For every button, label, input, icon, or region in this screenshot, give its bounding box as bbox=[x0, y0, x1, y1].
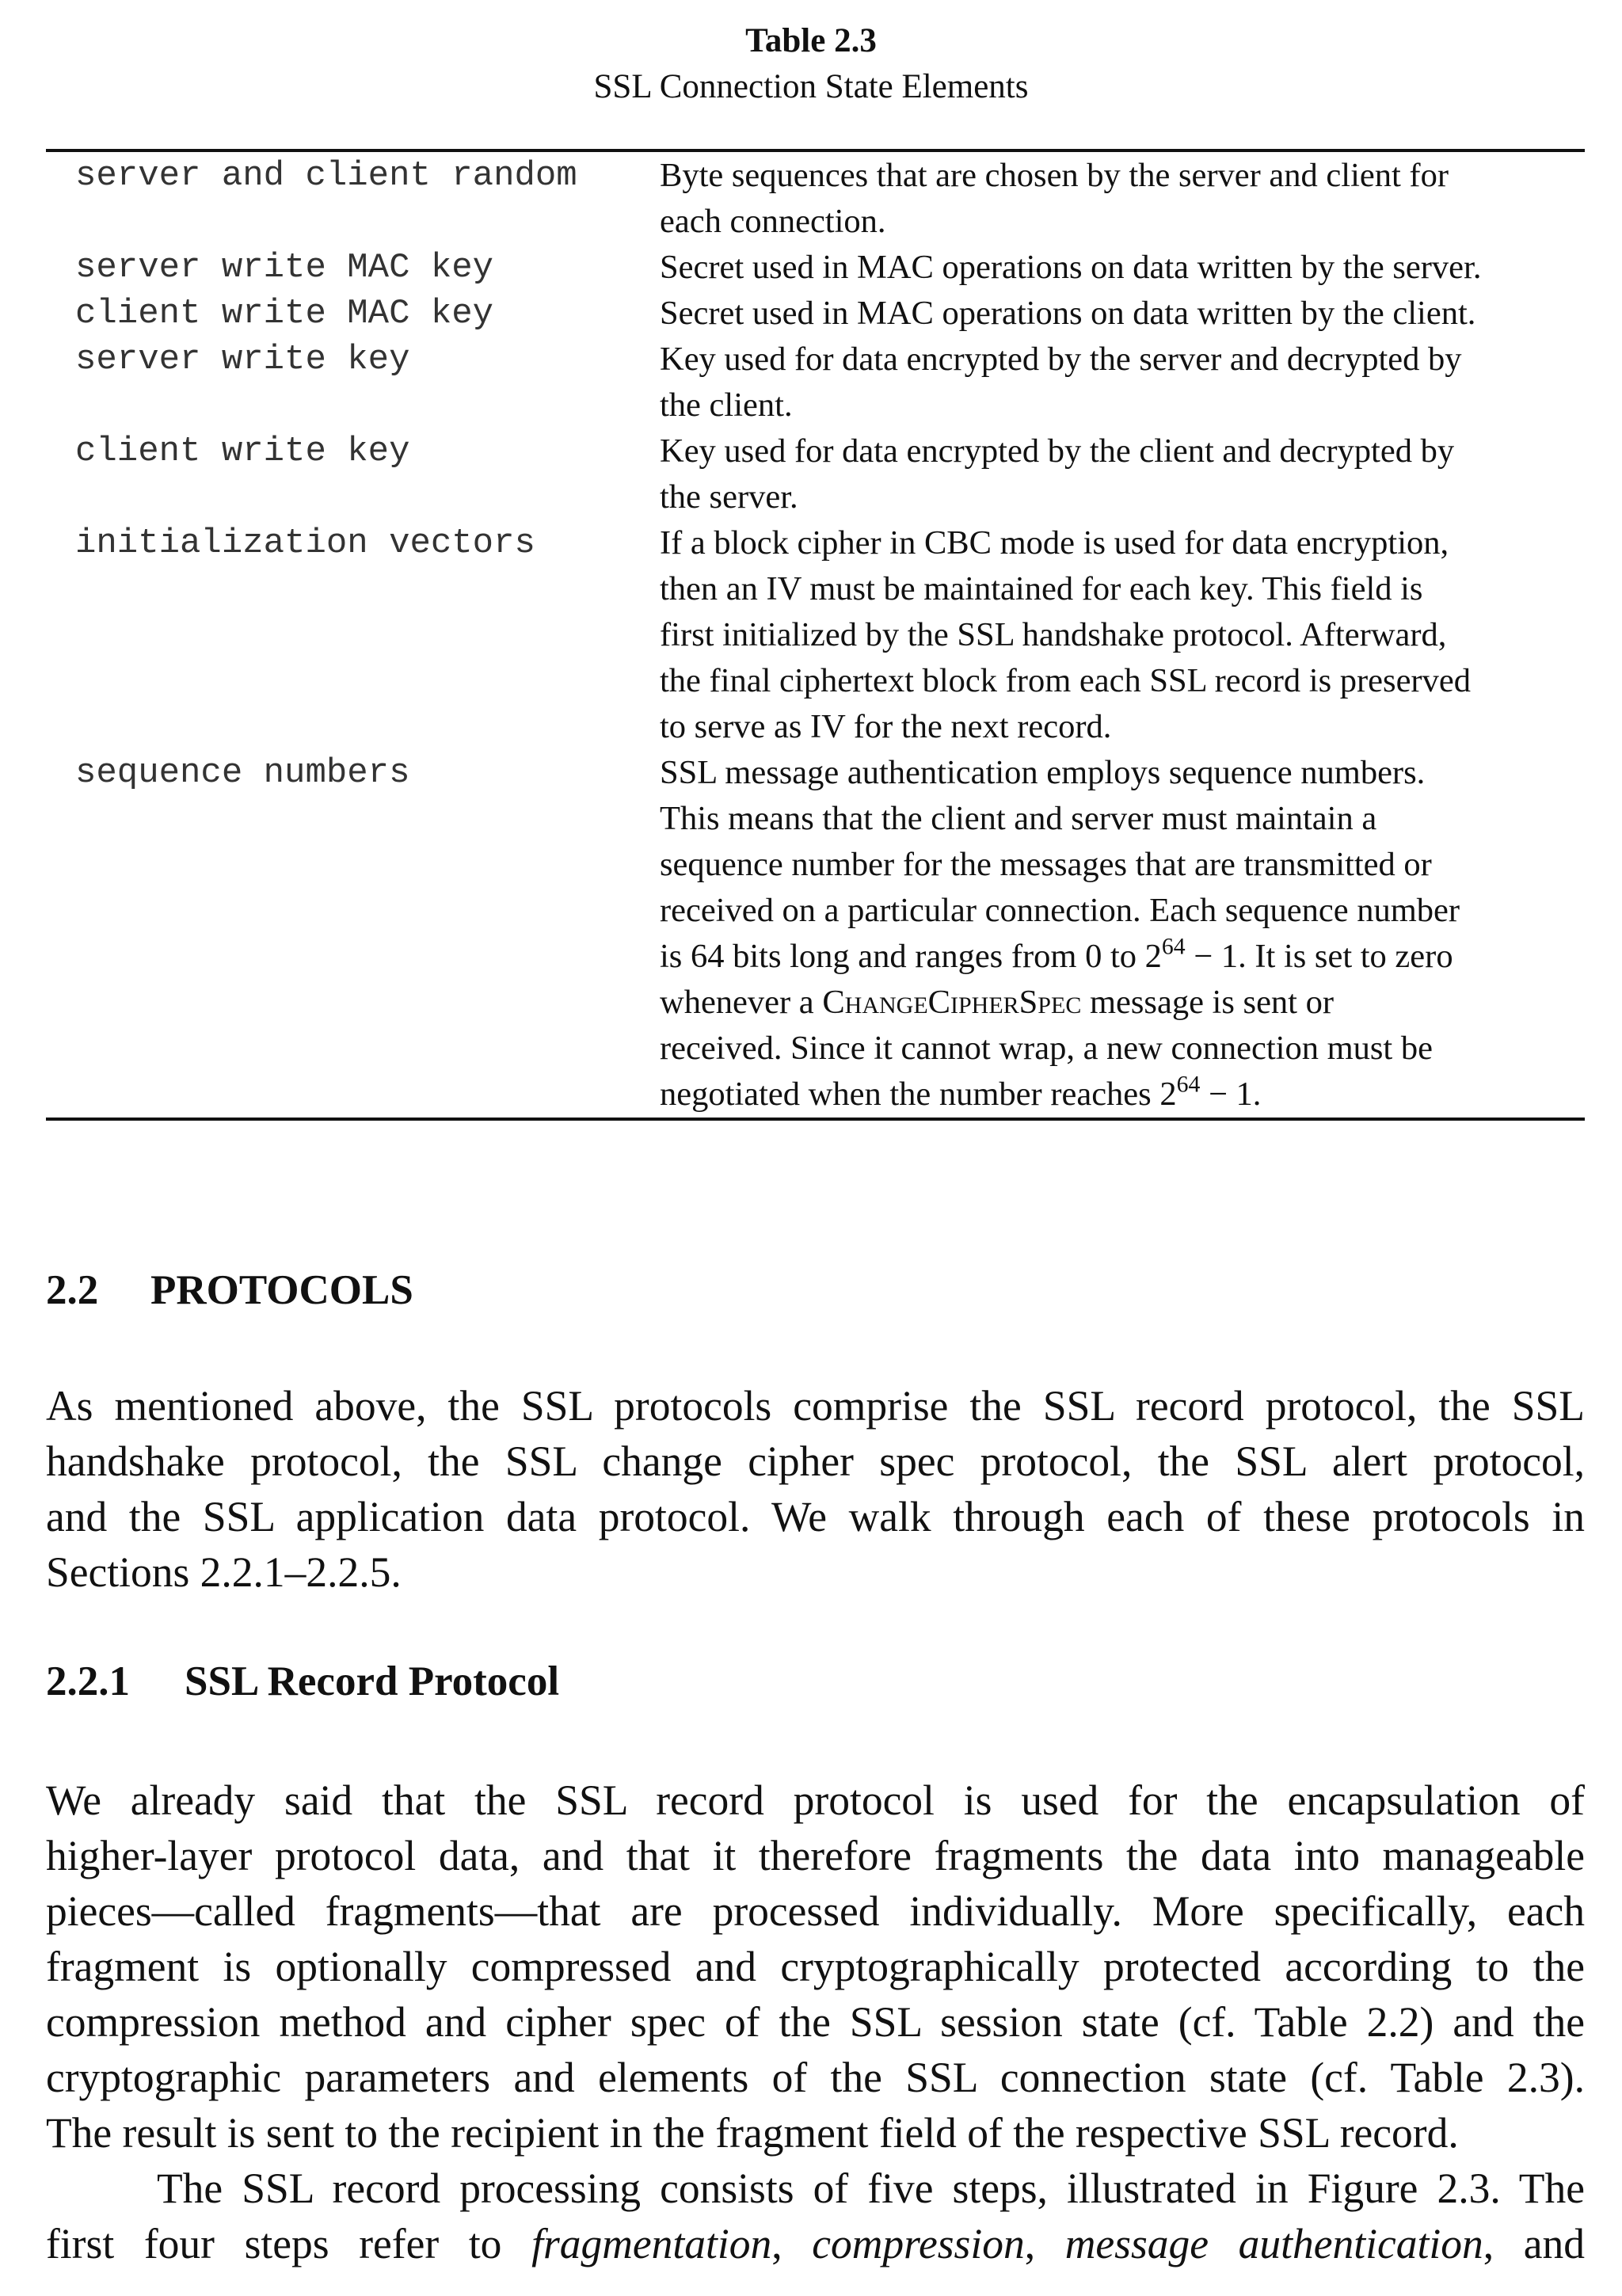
table-term: server and client random bbox=[75, 156, 577, 196]
subsection-title: SSL Record Protocol bbox=[185, 1658, 560, 1704]
table-term: server write key bbox=[75, 340, 410, 379]
table-description: Byte sequences that are chosen by the server and client for each connection. bbox=[660, 157, 1449, 240]
table-description: Key used for data encrypted by the client and decrypted by the server. bbox=[660, 432, 1455, 516]
exponent: 64 bbox=[1176, 1071, 1201, 1098]
table-term: initialization vectors bbox=[75, 524, 535, 563]
subsection-heading bbox=[46, 1656, 559, 1707]
table-term: client write MAC key bbox=[75, 294, 494, 333]
emphasis-term: compression bbox=[812, 2220, 1025, 2267]
table-term: client write key bbox=[75, 432, 410, 471]
emphasis-term: fragmentation bbox=[531, 2220, 772, 2267]
table-row bbox=[46, 153, 1585, 245]
section-number: 2.2 bbox=[46, 1267, 99, 1313]
table-description: If a block cipher in CBC mode is used for data encryption, then an IV must be maintained for each key. This field is first initialized by the SSL handshake protocol. Afterward, the final ciphertext block from each SSL record is preserved to serve as IV for the next record. bbox=[660, 524, 1471, 745]
section-title: PROTOCOLS bbox=[150, 1267, 413, 1313]
table-row bbox=[46, 520, 1585, 750]
exponent: 64 bbox=[1161, 933, 1186, 960]
body-paragraph: As mentioned above, the SSL protocols comprise the SSL record protocol, the SSL handshake protocol, the SSL change cipher spec protocol, the SSL alert protocol, and the SSL application data protocol. We walk through each of these protocols in Sections 2.2.1–2.2.5. bbox=[46, 1382, 1585, 1596]
table-description: Secret used in MAC operations on data written by the server. bbox=[660, 249, 1482, 286]
table-term: sequence numbers bbox=[75, 753, 410, 793]
emphasis-term: message authentication bbox=[1064, 2220, 1483, 2267]
body-paragraph: We already said that the SSL record protocol is used for the encapsulation of higher-layer protocol data, and that it therefore fragments the data into manageable pieces—called fragments—that are processed individually. More specifically, each fragment is optionally compressed and cryptographically protected according to the compression method and cipher spec of the SSL session state (cf. Table 2.2) and the cryptographic parameters and elements of the SSL connection state (cf. Table 2.3). The result is sent to the recipient in the fragment field of the respective SSL record. The SSL record processing consists of five steps, illustrated in Figure 2.3. The first four steps refer to fragmentation, compression, message authentication, and bbox=[46, 1772, 1585, 2271]
section-heading bbox=[46, 1265, 413, 1316]
table-term: server write MAC key bbox=[75, 248, 494, 287]
table-row bbox=[46, 337, 1585, 428]
table-title: SSL Connection State Elements bbox=[593, 68, 1029, 105]
table-description: SSL message authentication employs sequence numbers. This means that the client and server must maintain a sequence number for the messages that are transmitted or received on a particular connection. Each sequence number is 64 bits long and ranges from 0 to $2^{64} - 1$. It is set to zero whenever a ChangeCipherSpec message is sent or received. Since it cannot wrap, a new connection must be negotiated when the number reaches $2^{64} - 1$. bbox=[660, 754, 1460, 1113]
table-top-rule bbox=[46, 149, 1585, 152]
table-row bbox=[46, 750, 1585, 1118]
connection-state-table bbox=[46, 153, 1585, 1118]
table-description: Key used for data encrypted by the server and decrypted by the client. bbox=[660, 341, 1462, 424]
table-row bbox=[46, 428, 1585, 520]
table-row bbox=[46, 291, 1585, 337]
subsection-number: 2.2.1 bbox=[46, 1658, 130, 1704]
paragraph-last-line: first four steps refer to fragmentation, compression, message authentication, and bbox=[46, 2220, 1585, 2267]
table-bottom-rule bbox=[46, 1118, 1585, 1121]
table-label: Table 2.3 bbox=[745, 22, 877, 59]
table-row bbox=[46, 245, 1585, 291]
message-name: ChangeCipherSpec bbox=[822, 984, 1082, 1021]
table-description: Secret used in MAC operations on data written by the client. bbox=[660, 295, 1476, 332]
